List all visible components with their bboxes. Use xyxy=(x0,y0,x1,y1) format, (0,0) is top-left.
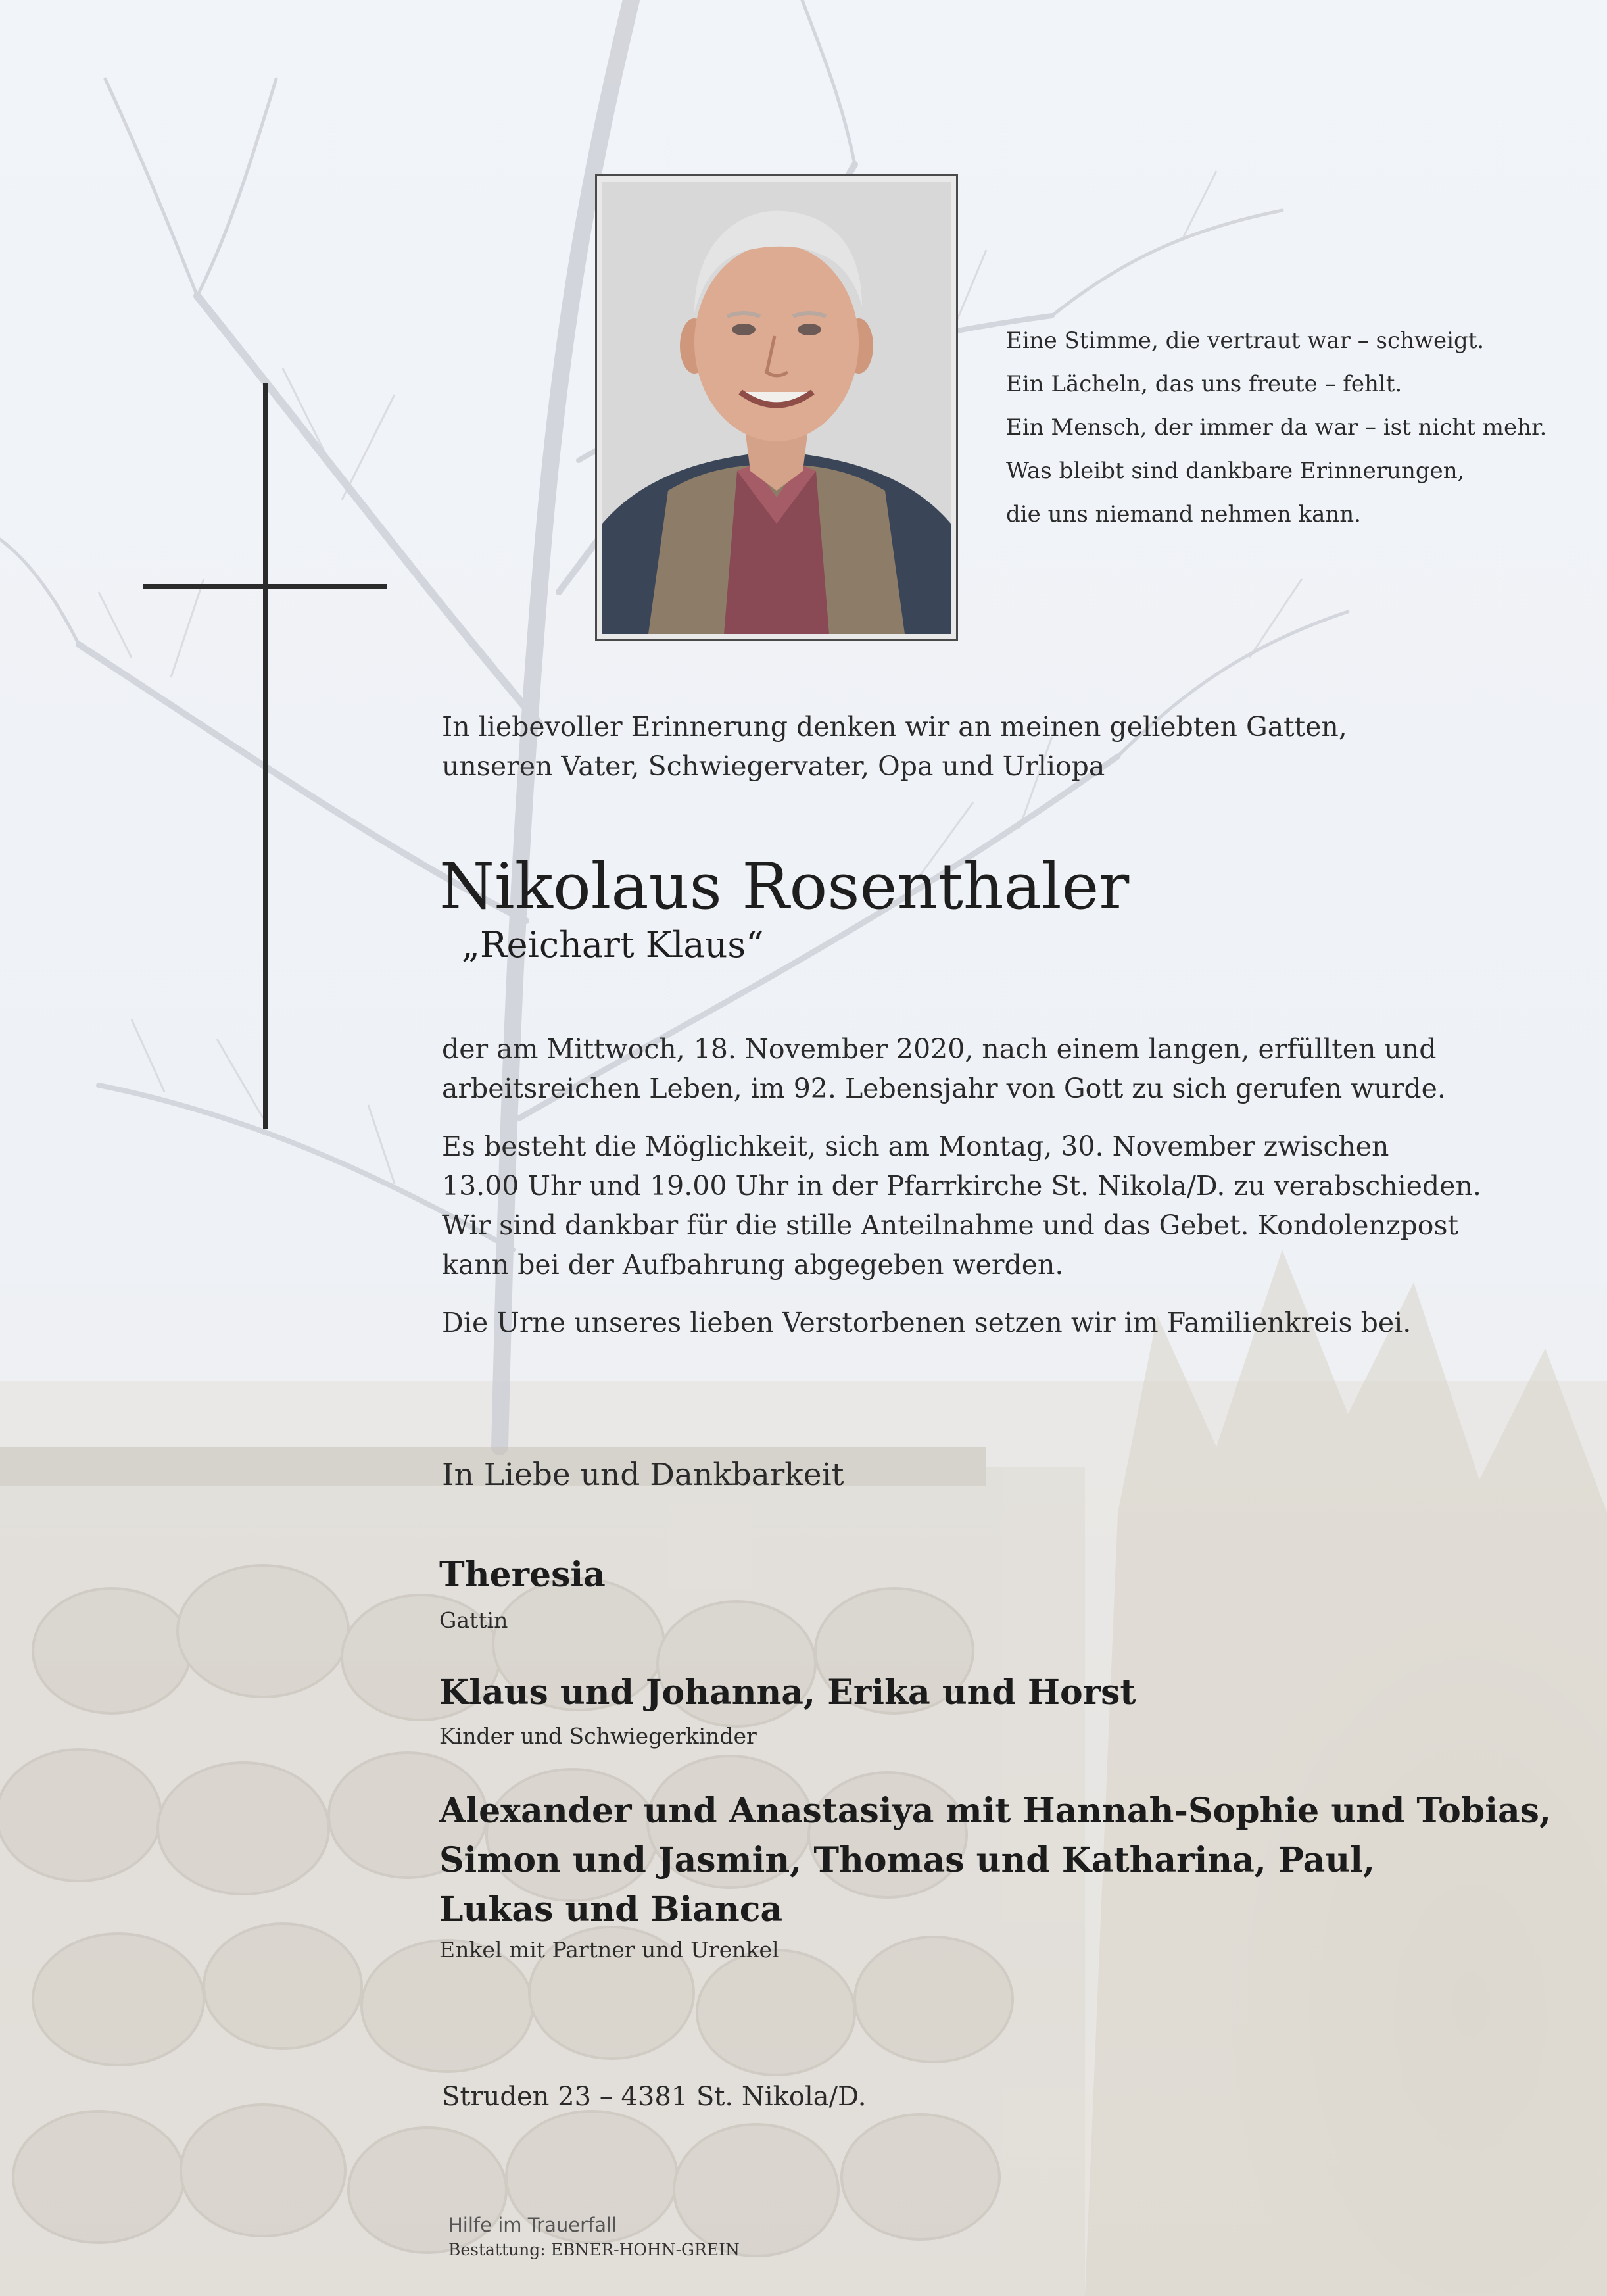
family-names-grandchildren-line: Alexander und Anastasiya mit Hannah-Sophie und Tobias, xyxy=(439,1791,1552,1831)
family-names-spouse: Theresia xyxy=(439,1555,606,1595)
cross-horizontal-bar xyxy=(143,584,387,589)
family-role-grandchildren: Enkel mit Partner und Urenkel xyxy=(439,1937,779,1963)
poem-line: Was bleibt sind dankbare Erinnerungen, xyxy=(1006,458,1465,484)
funeral-home-credit xyxy=(448,2212,740,2262)
urn-line: Die Urne unseres lieben Verstorbenen setzen wir im Familienkreis bei. xyxy=(442,1307,1412,1338)
death-notice-line: der am Mittwoch, 18. November 2020, nach einem langen, erfüllten und xyxy=(442,1033,1437,1065)
intro-line: unseren Vater, Schwiegervater, Opa und Urliopa xyxy=(442,750,1105,782)
death-notice-line: arbeitsreichen Leben, im 92. Lebensjahr von Gott zu sich gerufen wurde. xyxy=(442,1073,1446,1104)
farewell-line: Wir sind dankbar für die stille Anteilnahme und das Gebet. Kondolenzpost xyxy=(442,1209,1458,1241)
intro-text xyxy=(442,707,1389,786)
family-names-grandchildren-line: Lukas und Bianca xyxy=(439,1890,783,1930)
poem-line: Eine Stimme, die vertraut war – schweigt. xyxy=(1006,328,1485,354)
cross-vertical-bar xyxy=(263,383,268,1129)
notice-body xyxy=(442,1029,1481,1342)
family-names-children: Klaus und Johanna, Erika und Horst xyxy=(439,1673,1136,1713)
deceased-nickname: „Reichart Klaus“ xyxy=(462,924,764,965)
poem-line: Ein Lächeln, das uns freute – fehlt. xyxy=(1006,371,1403,397)
poem-line: die uns niemand nehmen kann. xyxy=(1006,501,1361,527)
family-names-grandchildren-line: Simon und Jasmin, Thomas und Katharina, Paul, xyxy=(439,1840,1376,1880)
farewell-line: Es besteht die Möglichkeit, sich am Montag, 30. November zwischen xyxy=(442,1131,1389,1162)
family-role-spouse: Gattin xyxy=(439,1607,508,1633)
family-address: Struden 23 – 4381 St. Nikola/D. xyxy=(442,2082,867,2112)
farewell-line: 13.00 Uhr und 19.00 Uhr in der Pfarrkirche St. Nikola/D. zu verabschieden. xyxy=(442,1170,1481,1202)
farewell-line: kann bei der Aufbahrung abgegeben werden. xyxy=(442,1249,1064,1281)
deceased-name: Nikolaus Rosenthaler xyxy=(439,850,1130,923)
intro-line: In liebevoller Erinnerung denken wir an meinen geliebten Gatten, xyxy=(442,711,1347,743)
funeral-home-tagline: Hilfe im Trauerfall xyxy=(448,2214,617,2236)
poem-line: Ein Mensch, der immer da war – ist nicht mehr. xyxy=(1006,414,1547,441)
closing-phrase: In Liebe und Dankbarkeit xyxy=(442,1457,844,1493)
poem xyxy=(1006,319,1571,536)
portrait-photo xyxy=(595,174,958,641)
portrait-illustration xyxy=(602,182,951,634)
family-role-children: Kinder und Schwiegerkinder xyxy=(439,1723,757,1749)
funeral-home-name: Bestattung: EBNER-HOHN-GREIN xyxy=(448,2240,740,2259)
